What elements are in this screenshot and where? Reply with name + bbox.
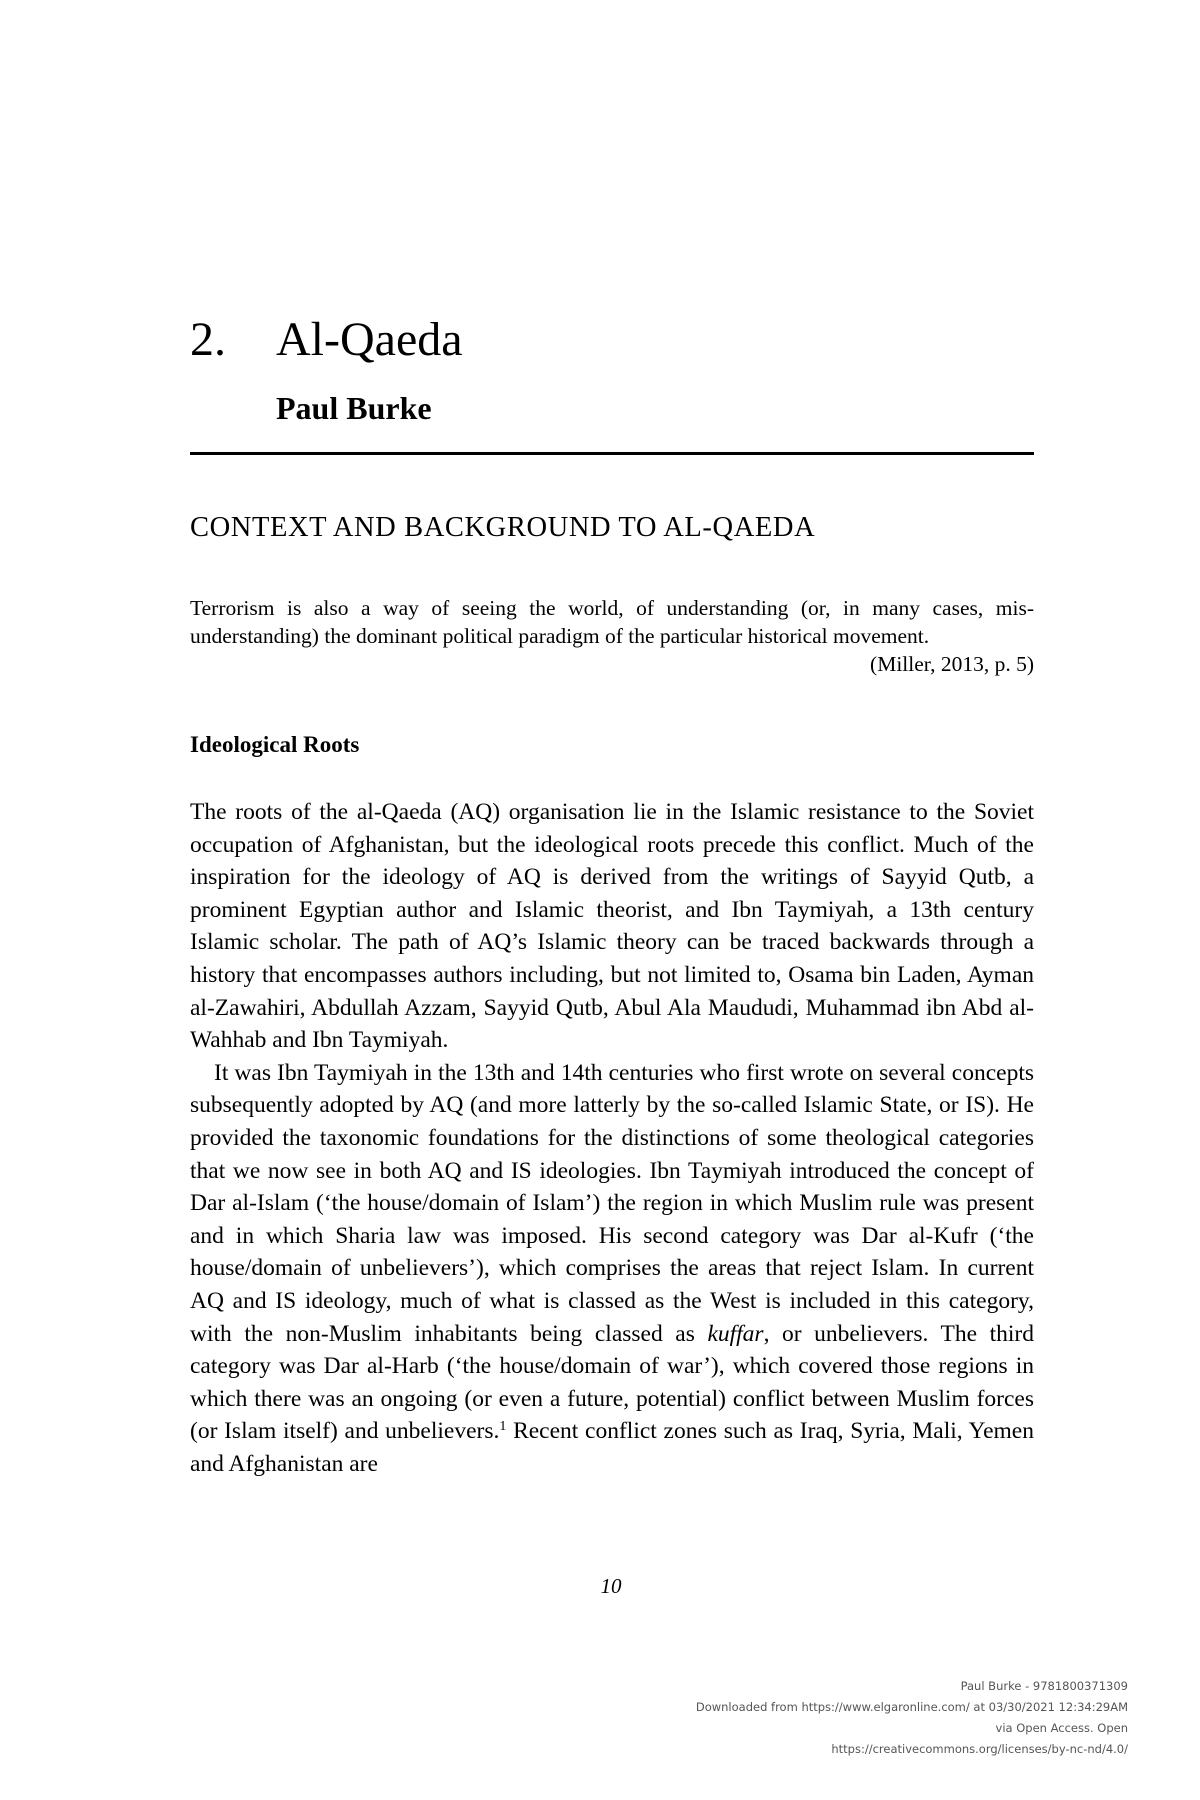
italic-term: kuffar <box>707 1320 764 1347</box>
chapter-author: Paul Burke <box>276 390 432 426</box>
section-heading: CONTEXT AND BACKGROUND TO AL-QAEDA <box>190 512 816 543</box>
paragraph: The roots of the al-Qaeda (AQ) organisation lie in the Islamic resistance to the Soviet occupation of Afghanistan, but the ideological roots precede this conflict. Much of the inspiration for the ideology of AQ is derived from the writings of Sayyid Qutb, a prominent Egyptian author and Islamic theorist, and Ibn Taymiyah, a 13th century Islamic scholar. The path of AQ’s Islamic theory can be traced backwards through a history that encompasses authors including, but not limited to, Osama bin Laden, Ayman al-Zawahiri, Abdullah Azzam, Sayyid Qutb, Abul Ala Maududi, Muhammad ibn Abd al-Wahhab and Ibn Taymiyah. <box>190 799 1034 1054</box>
footnote-marker[interactable]: 1 <box>499 1419 507 1435</box>
epigraph-citation: (Miller, 2013, p. 5) <box>870 652 1034 676</box>
download-watermark <box>696 1676 1128 1760</box>
download-info-line: https://creativecommons.org/licenses/by-nc-nd/4.0/ <box>831 1742 1128 1756</box>
download-info-line: Downloaded from https://www.elgaronline.com/ at 03/30/2021 12:34:29AM <box>695 1700 1128 1714</box>
chapter-title: Al-Qaeda <box>276 313 463 366</box>
epigraph-text: Terrorism is also a way of seeing the world, of understanding (or, in many cases, mis-understanding) the dominant political paradigm of the particular historical movement. <box>190 596 1034 648</box>
download-info-line: via Open Access. Open <box>995 1721 1128 1735</box>
epigraph <box>190 594 1034 678</box>
body-text <box>190 796 1034 1480</box>
chapter-heading <box>190 312 463 368</box>
download-info-line: Paul Burke - 9781800371309 <box>960 1679 1128 1693</box>
chapter-number: 2. <box>190 313 226 366</box>
paragraph: It was Ibn Taymiyah in the 13th and 14th centuries who first wrote on several concepts subsequently adopted by AQ (and more latterly by the so-called Islamic State, or IS). He provided the taxonomic foundations for the distinctions of some theological categories that we now see in both AQ and IS ideologies. Ibn Taymiyah introduced the concept of Dar al-Islam (‘the house/domain of Islam’) the region in which Muslim rule was present and in which Sharia law was imposed. His second category was Dar al-Kufr (‘the house/domain of unbelievers’), which comprises the areas that reject Islam. In current AQ and IS ideology, much of what is classed as the West is included in this category, with the non-Muslim inhabitants being classed as kuffar, or unbelievers. The third category was Dar al-Harb (‘the house/domain of war’), which covered those regions in which there was an ongoing (or even a future, potential) conflict between Muslim forces (or Islam itself) and unbelievers.$^1$ Recent conflict zones such as Iraq, Syria, Mali, Yemen and Afghanistan are <box>190 1059 1034 1477</box>
page-number: 10 <box>600 1574 622 1598</box>
subheading: Ideological Roots <box>190 732 360 757</box>
heading-rule <box>190 452 1034 455</box>
